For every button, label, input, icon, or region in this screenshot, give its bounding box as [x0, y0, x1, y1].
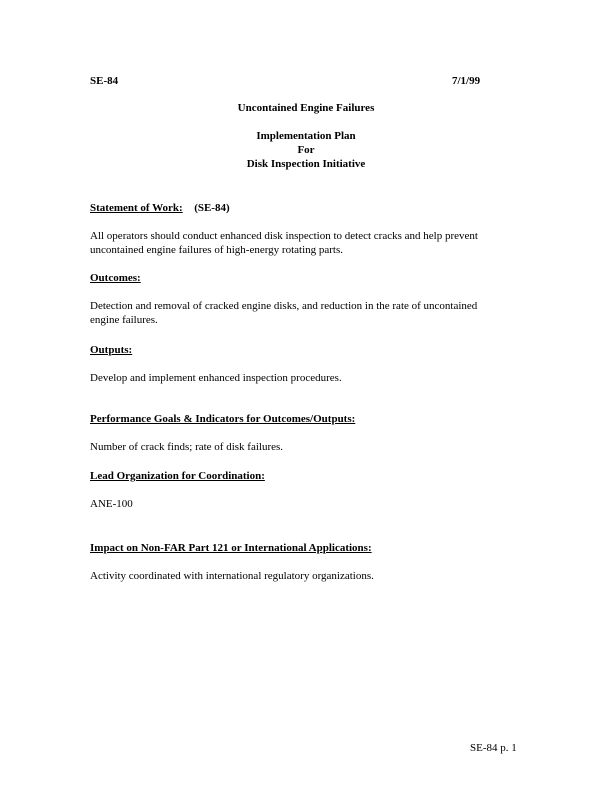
impact-heading: Impact on Non-FAR Part 121 or International Applications:	[90, 542, 372, 554]
statement-of-work-heading	[90, 201, 230, 216]
outcomes-body-line-1: Detection and removal of cracked engine disks, and reduction in the rate of uncontained	[90, 300, 478, 312]
impact-body: Activity coordinated with international regulatory organizations.	[90, 570, 374, 582]
statement-of-work-tag: (SE-84)	[194, 202, 230, 214]
document-date: 7/1/99	[452, 75, 481, 87]
plan-subtitle: Disk Inspection Initiative	[246, 158, 366, 170]
statement-body-line-1: All operators should conduct enhanced disk inspection to detect cracks and help prevent	[90, 230, 478, 242]
lead-organization-body: ANE-100	[90, 498, 133, 510]
statement-body-line-2: uncontained engine failures of high-energy rotating parts.	[90, 244, 344, 256]
plan-title-for: For	[297, 144, 315, 156]
statement-of-work-label: Statement of Work:	[90, 202, 183, 214]
page-number: SE-84 p. 1	[470, 742, 517, 754]
outputs-body: Develop and implement enhanced inspection procedures.	[90, 372, 342, 384]
plan-title: Implementation Plan	[256, 130, 356, 142]
outcomes-body-line-2: engine failures.	[90, 314, 158, 326]
performance-goals-heading: Performance Goals & Indicators for Outcomes/Outputs:	[90, 413, 356, 425]
lead-organization-heading: Lead Organization for Coordination:	[90, 470, 265, 482]
document-id: SE-84	[90, 75, 119, 87]
document-title: Uncontained Engine Failures	[237, 102, 375, 114]
outputs-heading: Outputs:	[90, 344, 133, 356]
outcomes-heading: Outcomes:	[90, 272, 141, 284]
performance-goals-body: Number of crack finds; rate of disk failures.	[90, 441, 284, 453]
